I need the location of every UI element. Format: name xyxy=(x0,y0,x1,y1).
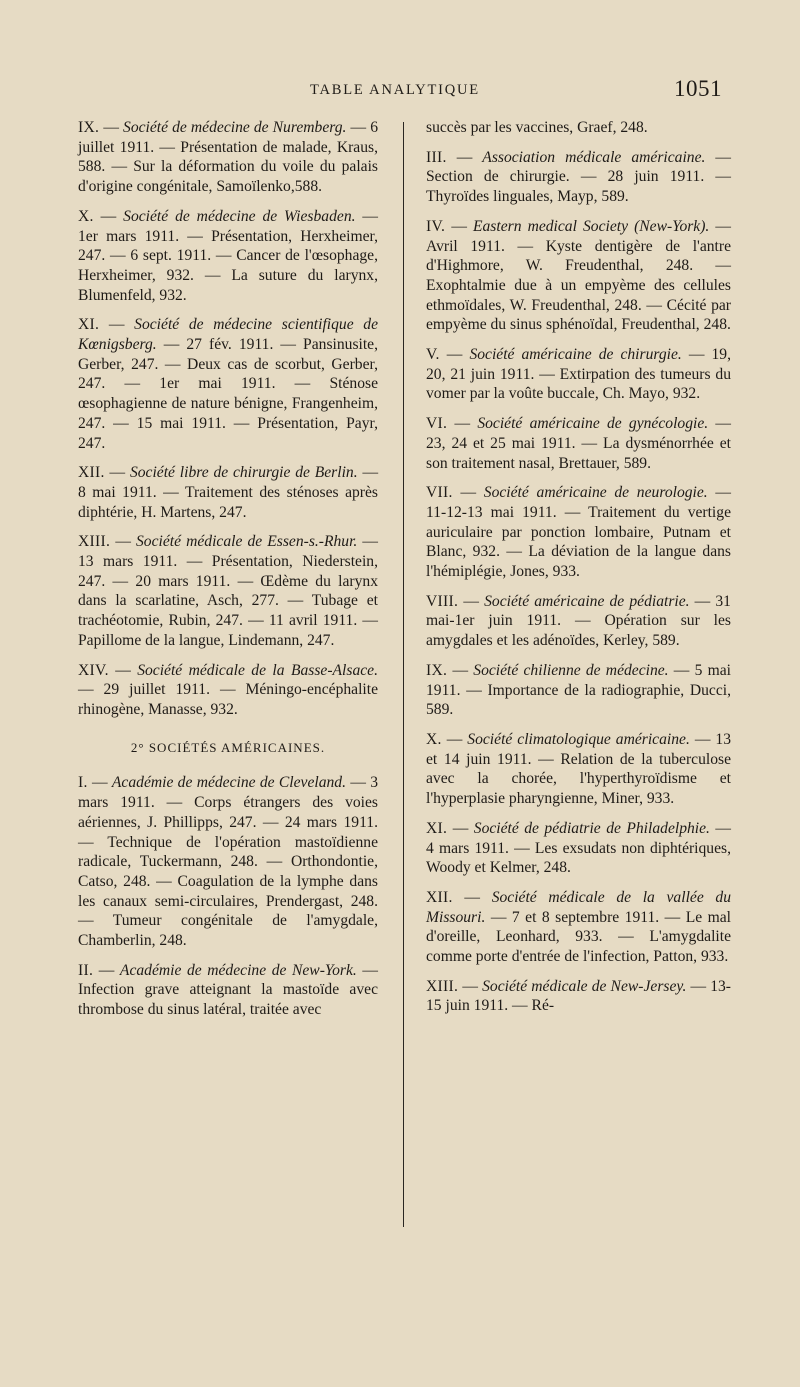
society-name: Société américaine de chirurgie. xyxy=(469,346,682,364)
index-entry: XIII. — Société médicale de Essen-s.-Rhur. — 13 mars 1911. — Présentation, Niederstein, 247. — 20 mars 1911. — Œdème du larynx dans la scarlatine, Asch, 277. — Tubage et trachéotomie, Rubin, 247. — 11 avril 1911. — Papillome de la langue, Lindemann, 247. xyxy=(78,533,379,649)
entry-number: VI. xyxy=(426,415,448,433)
index-entry: VIII. — Société américaine de pédiatrie. — 31 mai-1er juin 1911. — Opération sur les amygdales et les adénoïdes, Kerley, 589. xyxy=(426,592,731,650)
entry-number: IV. xyxy=(426,217,446,235)
society-name: Société américaine de gynécologie. xyxy=(477,415,709,433)
entry-details: — Section de chirurgie. — 28 juin 1911. — Thyroïdes linguales, Mayp, 589. xyxy=(426,148,732,206)
entry-details: — 31 mai-1er juin 1911. — Opération sur les amygdales et les adénoïdes, Kerley, 589. xyxy=(426,592,731,650)
entry-number: XI. xyxy=(78,316,100,334)
entry-number: IX. xyxy=(78,119,100,136)
running-title: TABLE ANALYTIQUE xyxy=(310,82,480,98)
society-name: Société climatologique américaine. xyxy=(467,730,690,748)
entry-details: — 27 fév. 1911. — Pansinusite, Gerber, 247. — Deux cas de scorbut, Gerber, 247. — 1er mai 1911. — Sténose œsophagienne de nature bénigne, Frangenheim, 247. — 15 mai 1911. — Présentation, Payr, 247. xyxy=(78,336,378,452)
entry-number: XIV. xyxy=(78,661,109,679)
column-divider xyxy=(403,122,404,1227)
entry-details: — 13-15 juin 1911. — Ré- xyxy=(426,977,732,1015)
entry-details: — 3 mars 1911. — Corps étrangers des voies aériennes, J. Phillipps, 247. — 24 mars 1911. — Technique de l'opération mastoïdienne radicale, Tuckermann, 248. — Orthondontie, Catso, 248. — Coagulation de la lymphe dans les canaux semi-circulaires, Prendergast, 248. — Tumeur congénitale de l'amygdale, Chamberlin, 248. xyxy=(78,774,379,950)
society-name: Société américaine de neurologie. xyxy=(483,484,708,502)
entry-details: — 13 et 14 juin 1911. — Relation de la tuberculose avec la chorée, l'hyperthyroïdisme et l'hyperplasie pharyngienne, Miner, 933. xyxy=(426,730,731,808)
section-heading: 2° SOCIÉTÉS AMÉRICAINES. xyxy=(130,739,326,755)
society-name: Académie de médecine de Cleveland. xyxy=(111,774,347,792)
entry-number: VII. xyxy=(426,484,453,502)
society-name: Association médicale américaine. xyxy=(482,148,706,166)
entry-number: X. xyxy=(426,730,442,748)
entry-details: — Avril 1911. — Kyste dentigère de l'antre d'Highmore, W. Freudenthal, 248. — Exophtalmie due à un empyème des cellules ethmoïdales, W. Freudenthal, 248. — Cécité par empyème du sinus sphénoïdal, Freudenthal, 248. xyxy=(426,217,731,334)
page-header xyxy=(0,78,800,108)
index-entry: XI. — Société de médecine scientifique de Kœnigsberg. — 27 fév. 1911. — Pansinusite, Gerber, 247. — Deux cas de scorbut, Gerber, 247. — 1er mai 1911. — Sténose œsophagienne de nature bénigne, Frangenheim, 247. — 15 mai 1911. — Présentation, Payr, 247. xyxy=(78,316,379,452)
index-entry: IV. — Eastern medical Society (New-York). — Avril 1911. — Kyste dentigère de l'antre d'Highmore, W. Freudenthal, 248. — Exophtalmie due à un empyème des cellules ethmoïdales, W. Freudenthal, 248. — Cécité par empyème du sinus sphénoïdal, Freudenthal, 248. xyxy=(426,217,731,334)
entry-details: — 19, 20, 21 juin 1911. — Extirpation des tumeurs du vomer par la voûte buccale, Ch. Mayo, 932. xyxy=(426,346,731,403)
entry-number: XIII. xyxy=(78,533,111,551)
index-entry: X. — Société climatologique américaine. — 13 et 14 juin 1911. — Relation de la tuberculose avec la chorée, l'hyperthyroïdisme et l'hyperplasie pharyngienne, Miner, 933. xyxy=(426,730,731,808)
left-column xyxy=(78,118,378,1030)
society-name: Société chilienne de médecine. xyxy=(473,661,669,679)
index-entry: VI. — Société américaine de gynécologie. — 23, 24 et 25 mai 1911. — La dysménorrhée et son traitement nasal, Brettauer, 589. xyxy=(426,415,731,472)
entry-details: — 29 juillet 1911. — Méningo-encéphalite rhinogène, Manasse, 932. xyxy=(78,681,378,718)
society-name: Société médicale de la Basse-Alsace. xyxy=(137,661,378,679)
entry-number: V. xyxy=(426,346,440,364)
continuation-text: succès par les vaccines, Graef, 248. xyxy=(426,119,648,136)
entry-details: — 7 et 8 septembre 1911. — Le mal d'oreille, Leonhard, 933. — L'amygdalite comme porte d'entrée de l'infection, Patton, 933. xyxy=(426,908,731,966)
society-name: Société de pédiatrie de Philadelphie. xyxy=(473,819,710,837)
entry-number: XI. xyxy=(426,819,448,837)
society-name: Eastern medical Society (New-York). xyxy=(472,217,710,235)
entry-details: — 13 mars 1911. — Présentation, Niederstein, 247. — 20 mars 1911. — Œdème du larynx dans la scarlatine, Asch, 277. — Tubage et trachéotomie, Rubin, 247. — 11 avril 1911. — Papillome de la langue, Lindemann, 247. xyxy=(78,533,379,649)
index-entry: XIV. — Société médicale de la Basse-Alsace. — 29 juillet 1911. — Méningo-encéphalite rhinogène, Manasse, 932. xyxy=(78,661,378,718)
entry-number: XII. xyxy=(78,464,105,482)
page-number: 1051 xyxy=(674,76,722,101)
society-name: Société médicale de Essen-s.-Rhur. xyxy=(136,533,358,551)
entry-details: — 4 mars 1911. — Les exsudats non diphtériques, Woody et Kelmer, 248. xyxy=(426,819,732,877)
index-entry: VII. — Société américaine de neurologie. — 11-12-13 mai 1911. — Traitement du vertige auriculaire par ponction lombaire, Putnam et Blanc, 932. — La déviation de la langue dans l'hémiplégie, Jones, 933. xyxy=(426,484,732,581)
entry-details: — 6 juillet 1911. — Présentation de malade, Kraus, 588. — Sur la déformation du voile du palais d'origine congénitale, Samoïlenko,588. xyxy=(78,119,378,196)
entry-number: XII. xyxy=(426,888,453,906)
index-entry: V. — Société américaine de chirurgie. — 19, 20, 21 juin 1911. — Extirpation des tumeurs du vomer par la voûte buccale, Ch. Mayo, 932. xyxy=(426,346,731,403)
entry-number: X. xyxy=(78,207,94,225)
index-entry: III. — Association médicale américaine. — Section de chirurgie. — 28 juin 1911. — Thyroïdes linguales, Mayp, 589. xyxy=(426,148,732,206)
entry-details: — 11-12-13 mai 1911. — Traitement du vertige auriculaire par ponction lombaire, Putnam et Blanc, 932. — La déviation de la langue dans l'hémiplégie, Jones, 933. xyxy=(426,484,732,581)
society-name: Société médicale de New-Jersey. xyxy=(482,977,687,995)
entry-details: — Infection grave atteignant la mastoïde avec thrombose du sinus latéral, traitée avec xyxy=(78,961,378,1019)
right-column xyxy=(426,118,731,1026)
index-entry: II. — Académie de médecine de New-York. — Infection grave atteignant la mastoïde avec thrombose du sinus latéral, traitée avec xyxy=(78,961,378,1019)
index-entry: X. — Société de médecine de Wiesbaden. — 1er mars 1911. — Présentation, Herxheimer, 247. — 6 sept. 1911. — Cancer de l'œsophage, Herxheimer, 932. — La suture du larynx, Blumenfeld, 932. xyxy=(78,207,379,304)
index-entry: XI. — Société de pédiatrie de Philadelphie. — 4 mars 1911. — Les exsudats non diphtériques, Woody et Kelmer, 248. xyxy=(426,819,732,877)
society-name: Société de médecine scientifique de Kœnigsberg. xyxy=(78,316,379,354)
index-entry: XII. — Société libre de chirurgie de Berlin. — 8 mai 1911. — Traitement des sténoses après diphtérie, H. Martens, 247. xyxy=(78,464,379,521)
entry-number: II. xyxy=(78,961,94,979)
entry-details: — 1er mars 1911. — Présentation, Herxheimer, 247. — 6 sept. 1911. — Cancer de l'œsophage, Herxheimer, 932. — La suture du larynx, Blumenfeld, 932. xyxy=(78,207,379,304)
entry-number: I. xyxy=(78,774,88,792)
society-name: Société américaine de pédiatrie. xyxy=(484,592,690,610)
entry-number: III. xyxy=(426,148,447,166)
entry-number: VIII. xyxy=(426,592,459,610)
society-name: Académie de médecine de New-York. xyxy=(119,961,357,979)
index-entry: XIII. — Société médicale de New-Jersey. — 13-15 juin 1911. — Ré- xyxy=(426,977,732,1015)
entry-number: IX. xyxy=(426,661,448,679)
entry-details: — 23, 24 et 25 mai 1911. — La dysménorrhée et son traitement nasal, Brettauer, 589. xyxy=(426,415,731,472)
entry-details: — 8 mai 1911. — Traitement des sténoses après diphtérie, H. Martens, 247. xyxy=(78,464,379,521)
entry-number: XIII. xyxy=(426,977,459,995)
society-name: Société de médecine de Wiesbaden. xyxy=(123,207,356,225)
society-name: Société de médecine de Nuremberg. xyxy=(123,119,347,136)
index-entry: IX. — Société chilienne de médecine. — 5 mai 1911. — Importance de la radiographie, Ducci, 589. xyxy=(426,661,731,719)
entry-details: — 5 mai 1911. — Importance de la radiographie, Ducci, 589. xyxy=(426,661,731,719)
index-entry: IX. — Société de médecine de Nuremberg. — 6 juillet 1911. — Présentation de malade, Kraus, 588. — Sur la déformation du voile du palais d'origine congénitale, Samoïlenko,588. xyxy=(78,119,378,196)
index-entry: I. — Académie de médecine de Cleveland. — 3 mars 1911. — Corps étrangers des voies aériennes, J. Phillipps, 247. — 24 mars 1911. — Technique de l'opération mastoïdienne radicale, Tuckermann, 248. — Orthondontie, Catso, 248. — Coagulation de la lymphe dans les canaux semi-circulaires, Prendergast, 248. — Tumeur congénitale de l'amygdale, Chamberlin, 248. xyxy=(78,774,379,950)
society-name: Société libre de chirurgie de Berlin. xyxy=(129,464,358,482)
index-entry: XII. — Société médicale de la vallée du Missouri. — 7 et 8 septembre 1911. — Le mal d'oreille, Leonhard, 933. — L'amygdalite comme porte d'entrée de l'infection, Patton, 933. xyxy=(426,888,732,966)
society-name: Société médicale de la vallée du Missouri. xyxy=(426,888,732,926)
